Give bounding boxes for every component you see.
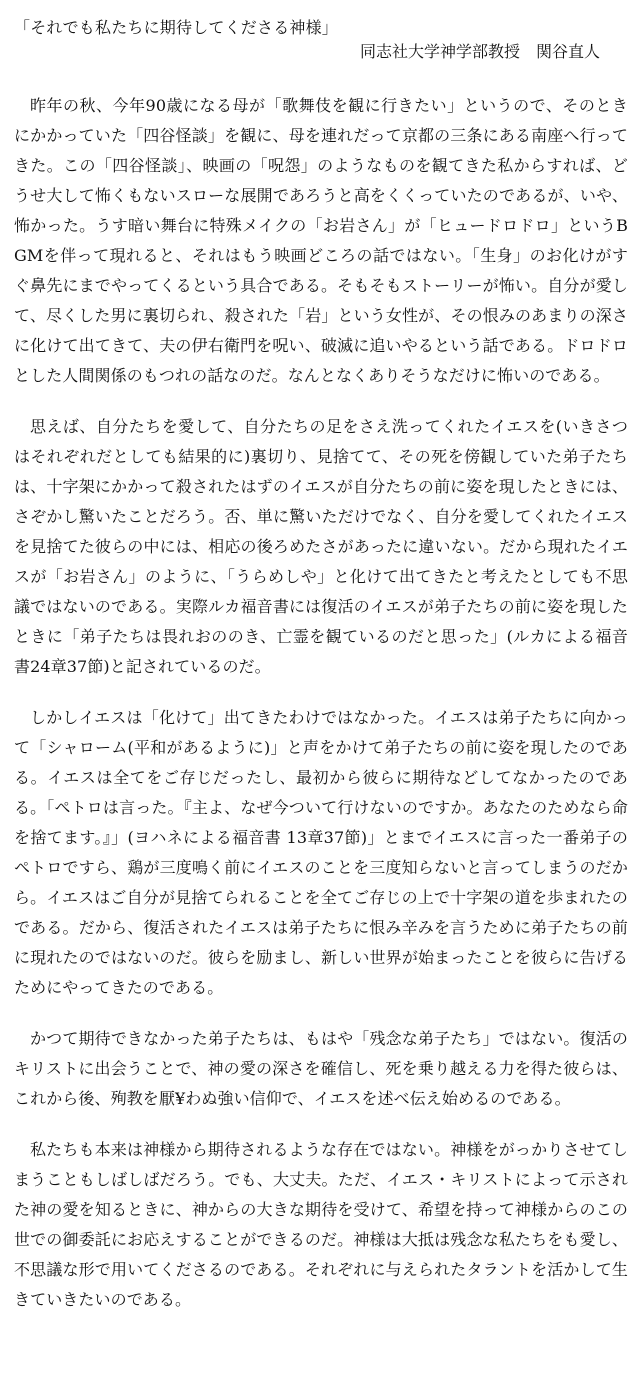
author-line: 同志社大学神学部教授 関谷直人 xyxy=(359,42,600,61)
document-page xyxy=(14,16,628,1336)
paragraph-1: 昨年の秋、今年90歳になる母が「歌舞伎を観に行きたい」というので、そのときにかかっていた「四谷怪談」を観に、母を連れだって京都の三条にある南座へ行ってきた。この「四谷怪談」、映画の「呪怨」のようなものを観てきた私からすれば、どうせ大して怖くもないスローな展開であろうと高をくくっていたのであるが、いや、怖かった。うす暗い舞台に特殊メイクの「お岩さん」が「ヒュードロドロ」というBGMを伴って現れると、それはもう映画どころの話ではない。「生身」のお化けがすぐ鼻先にまでやってくるという具合である。そもそもストーリーが怖い。自分が愛して、尽くした男に裏切られ、殺された「岩」という女性が、その恨みのあまりの深さに化けて出てきて、夫の伊右衛門を呪い、破滅に追いやるという話である。ドロドロとした人間関係のもつれの話なのだ。なんとなくありそうなだけに怖いのである。 xyxy=(14,96,628,385)
paragraph-3: しかしイエスは「化けて」出てきたわけではなかった。イエスは弟子たちに向かって「シャローム(平和があるように)」と声をかけて弟子たちの前に姿を現したのである。イエスは全てをご存じだったし、最初から彼らに期待などしてなかったのである。「ペトロは言った。『主よ、なぜ今ついて行けないのですか。あなたのためなら命を捨てます。』」(ヨハネによる福音書 13章37節)」とまでイエスに言った一番弟子のペトロですら、鶏が三度鳴く前にイエスのことを三度知らないと言ってしまうのだから。イエスはご自分が見捨てられることを全てご存じの上で十字架の道を歩まれたのである。だから、復活されたイエスは弟子たちに恨み辛みを言うために弟子たちの前に現れたのではないのだ。彼らを励まし、新しい世界が始まったことを彼らに告げるためにやってきたのである。 xyxy=(14,708,628,997)
paragraph-5: 私たちも本来は神様から期待されるような存在ではない。神様をがっかりさせてしまうこともしばしばだろう。でも、大丈夫。ただ、イエス・キリストによって示された神の愛を知るときに、神からの大きな期待を受けて、希望を持って神様からのこの世での御委託にお応えすることができるのだ。神様は大抵は残念な私たちをも愛し、不思議な形で用いてくださるのである。それぞれに与えられたタラントを活かして生きていきたいのである。 xyxy=(14,1140,628,1309)
paragraph-2: 思えば、自分たちを愛して、自分たちの足をさえ洗ってくれたイエスを(いきさつはそれぞれだとしても結果的に)裏切り、見捨てて、その死を傍観していた弟子たちは、十字架にかかって殺されたはずのイエスが自分たちの前に姿を現したときには、さぞかし驚いたことだろう。否、単に驚いただけでなく、自分を愛してくれたイエスを見捨てた彼らの中には、相応の後ろめたさがあったに違いない。だから現れたイエスが「お岩さん」のように、「うらめしや」と化けて出てきたと考えたとしても不思議ではないのである。実際ルカ福音書には復活のイエスが弟子たちの前に姿を現したときに「弟子たちは畏れおののき、亡霊を観ているのだと思った」(ルカによる福音書24章37節)と記されているのだ。 xyxy=(14,417,628,676)
document-title: 「それでも私たちに期待してくださる神様」 xyxy=(14,18,339,37)
document-body xyxy=(14,91,628,1315)
paragraph-4: かつて期待できなかった弟子たちは、もはや「残念な弟子たち」ではない。復活のキリストに出会うことで、神の愛の深さを確信し、死を乗り越える力を得た彼らは、これから後、殉教を厭¥わぬ強い信仰で、イエスを述べ伝え始めるのである。 xyxy=(14,1029,628,1108)
